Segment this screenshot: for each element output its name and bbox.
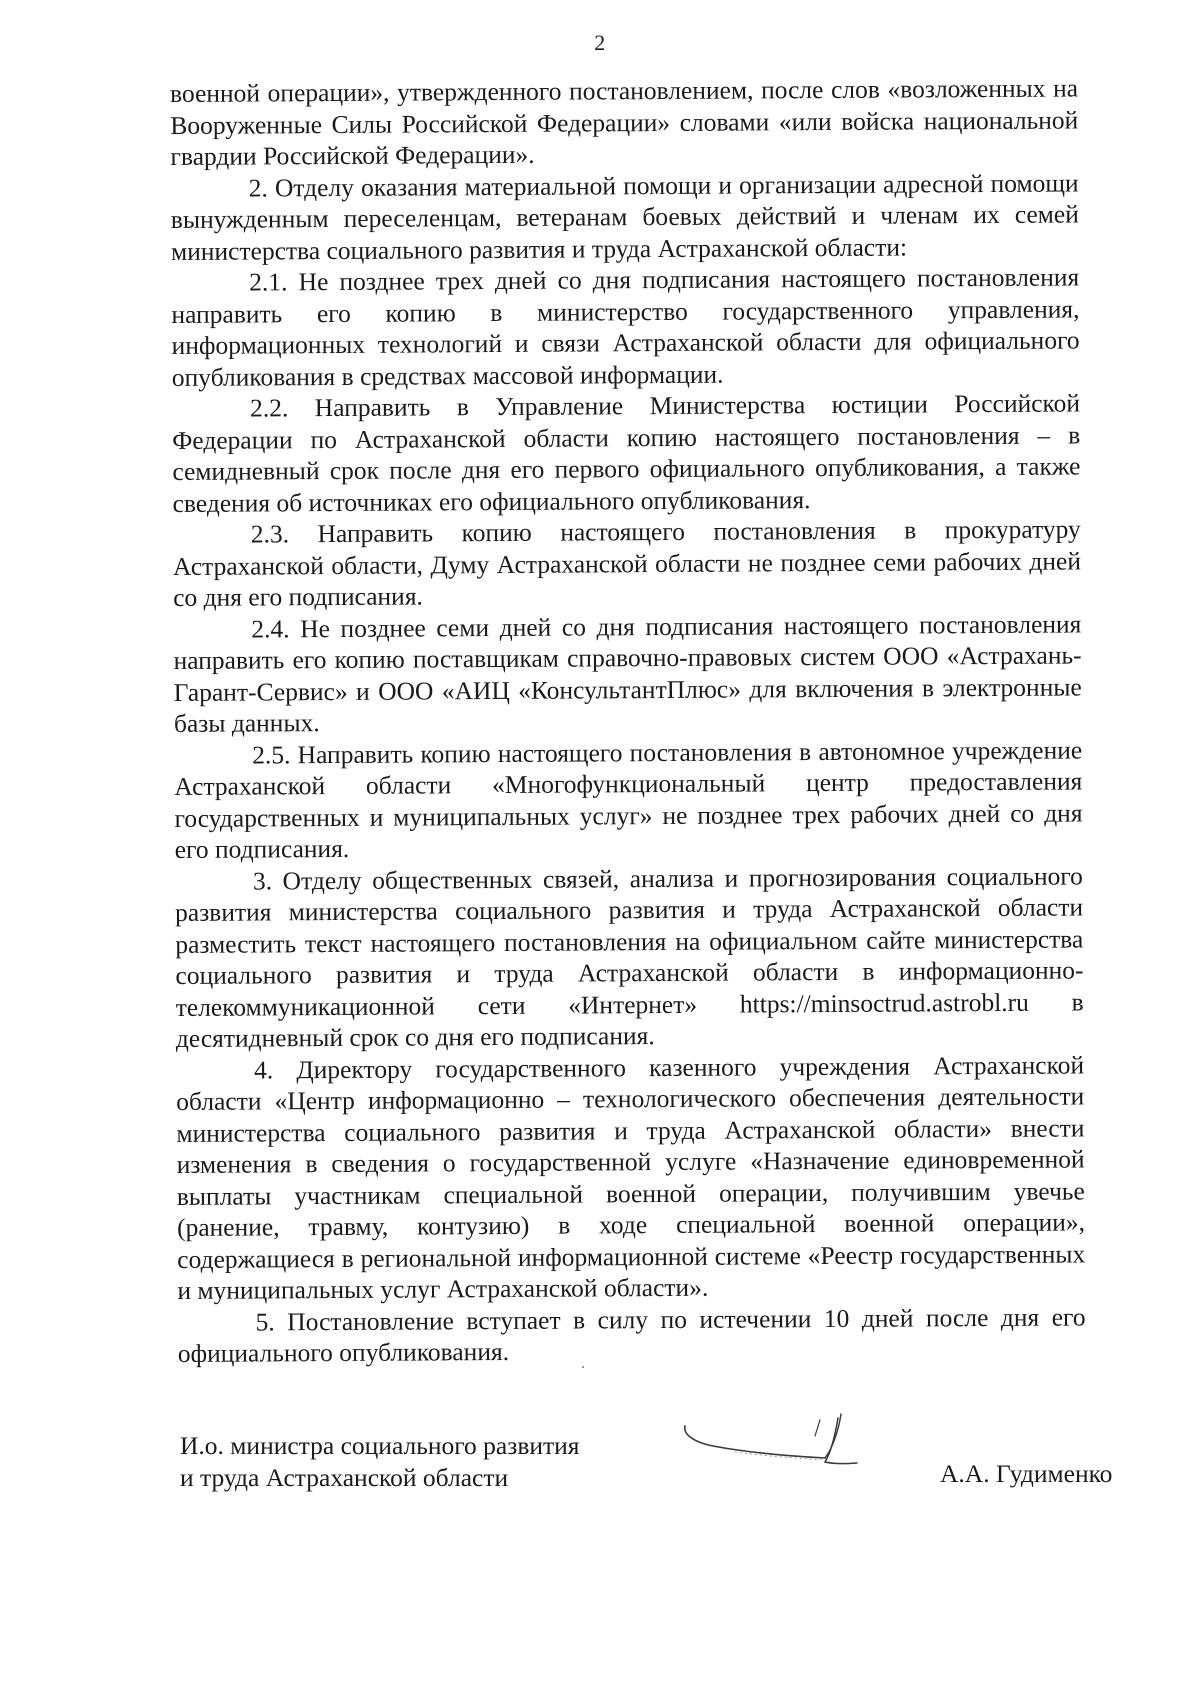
signatory-name: А.А. Гудименко (940, 1459, 1113, 1488)
signatory-position (180, 1430, 700, 1494)
signature-block (180, 1430, 1140, 1540)
signatory-position-line-1: И.о. министра социального развития (180, 1431, 580, 1460)
page-number: 2 (594, 30, 606, 55)
paragraph-item-3: 3. Отделу общественных связей, анализа и прогнозирования социального развития министерства социального развития и труда Астраханской области разместить текст настоящего постановления на официальном сайте министерства социального развития и труда Астраханской области в информационно-телекоммуникационной сети «Интернет» https://minsoctrud.astrobl.ru в десятидневный срок со дня его подписания. (175, 860, 1084, 1053)
paragraph-item-2-2: 2.2. Направить в Управление Министерства юстиции Российской Федерации по Астраханской области копию настоящего постановления – в семидневный срок после дня его первого официального опубликования, а также сведения об источниках его официального опубликования. (172, 388, 1081, 518)
paragraph-item-5: 5. Постановление вступает в силу по истечении 10 дней после дня его официального опубликования. (177, 1301, 1086, 1368)
scan-speck (582, 1366, 584, 1368)
paragraph-item-2-4: 2.4. Не позднее семи дней со дня подписания настоящего постановления направить его копию поставщикам справочно-правовых систем ООО «Астрахань-Гарант-Сервис» и ООО «АИЦ «КонсультантПлюс» для включения в электронные базы данных. (173, 608, 1082, 738)
handwritten-signature-icon (675, 1408, 875, 1498)
document-body (170, 72, 1086, 1369)
paragraph-continuation: военной операции», утвержденного постановлением, после слов «возложенных на Вооруженные Силы Российской Федерации» словами «или войска национальной гвардии Российской Федерации». (170, 73, 1079, 171)
paragraph-item-2-5: 2.5. Направить копию настоящего постановления в автономное учреждение Астраханской области «Многофункциональный центр предоставления государственных и муниципальных услуг» не позднее трех рабочих дней со дня его подписания. (174, 734, 1083, 864)
paragraph-item-2: 2. Отделу оказания материальной помощи и организации адресной помощи вынужденным переселенцам, ветеранам боевых действий и членам их семей министерства социального развития и труда Астраханской области: (170, 167, 1079, 266)
signatory-position-line-2: и труда Астраханской области (180, 1463, 509, 1492)
paragraph-item-2-3: 2.3. Направить копию настоящего постановления в прокуратуру Астраханской области, Думу Астраханской области не позднее семи рабочих дней со дня его подписания. (172, 514, 1082, 612)
paragraph-item-4: 4. Директору государственного казенного учреждения Астраханской области «Центр информационно – технологического обеспечения деятельности министерства социального развития и труда Астраханской области» внести изменения в сведения о государственной услуге «Назначение единовременной выплаты участникам специальной военной операции, получившим увечье (ранение, травму, контузию) в ходе специальной военной операции», содержащиеся в региональной информационной системе «Реестр государственных и муниципальных услуг Астраханской области». (176, 1049, 1086, 1305)
paragraph-item-2-1: 2.1. Не позднее трех дней со дня подписания настоящего постановления направить его копию в министерство государственного управления, информационных технологий и связи Астраханской области для официального опубликования в средствах массовой информации. (171, 262, 1080, 392)
